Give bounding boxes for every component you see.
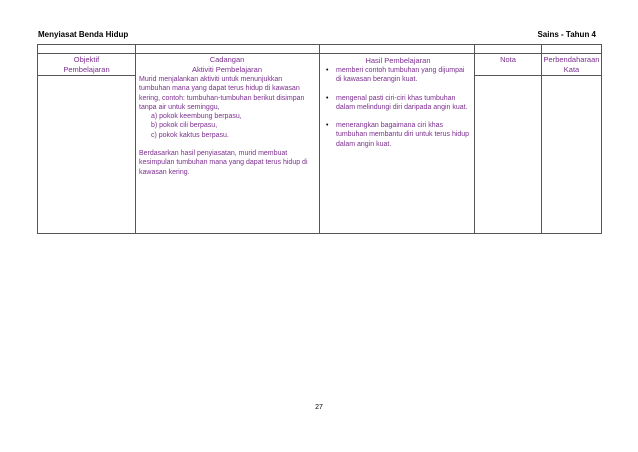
- list-item: • menerangkan bagaimana ciri khas tumbuhan membantu diri untuk terus hidup dalam angin kuat.: [326, 122, 470, 148]
- page-number: 27: [315, 404, 323, 411]
- subject-year-label: Sains - Tahun 4: [537, 30, 596, 39]
- objektif-body-cell: [38, 76, 136, 234]
- column-header-objektif: Objektif Pembelajaran: [38, 54, 136, 76]
- list-item: c) pokok kaktus berpasu.: [151, 131, 229, 139]
- table-top-spacer-row: [38, 45, 602, 54]
- activity-cell: [136, 54, 320, 234]
- list-item: • memberi contoh tumbuhan yang dijumpai di kawasan berangin kuat.: [326, 67, 465, 84]
- outcomes-list: [326, 66, 470, 149]
- bullet-icon: •: [326, 94, 329, 102]
- nota-body-cell: [475, 76, 542, 234]
- kata-body-cell: [542, 76, 602, 234]
- column-header-cadangan: Cadangan: [209, 55, 245, 64]
- list-item: • mengenal pasti ciri-ciri khas tumbuhan dalam melindungi diri daripada angin kuat.: [326, 94, 468, 111]
- column-header-perbendaharaan: Perbendaharaan Kata: [542, 54, 602, 76]
- list-item: b) pokok cili berpasu,: [151, 122, 218, 130]
- bullet-icon: •: [326, 122, 329, 130]
- lesson-table: [37, 44, 602, 234]
- activity-conclusion: Berdasarkan hasil penyiasatan, murid membuat kesimpulan tumbuhan mana yang dapat terus hidup di kawasan kering.: [139, 150, 308, 176]
- column-header-hasil: Hasil Pembelajaran: [365, 56, 431, 65]
- column-header-nota: Nota: [475, 54, 542, 76]
- activity-intro: Murid menjalankan aktiviti untuk menunjukkan tumbuhan mana yang dapat terus hidup di kawasan kering, contoh: tumbuhan-tumbuhan berikut disimpan tanpa air untuk seminggu,: [139, 76, 305, 111]
- document-title: Menyiasat Benda Hidup: [38, 30, 129, 39]
- table-header-row: [38, 54, 602, 76]
- activity-list: [139, 112, 315, 140]
- outcomes-cell: [320, 54, 475, 234]
- list-item: a) pokok keembung berpasu,: [151, 113, 242, 121]
- bullet-icon: •: [326, 67, 329, 74]
- column-header-aktiviti: Aktiviti Pembelajaran: [191, 65, 263, 74]
